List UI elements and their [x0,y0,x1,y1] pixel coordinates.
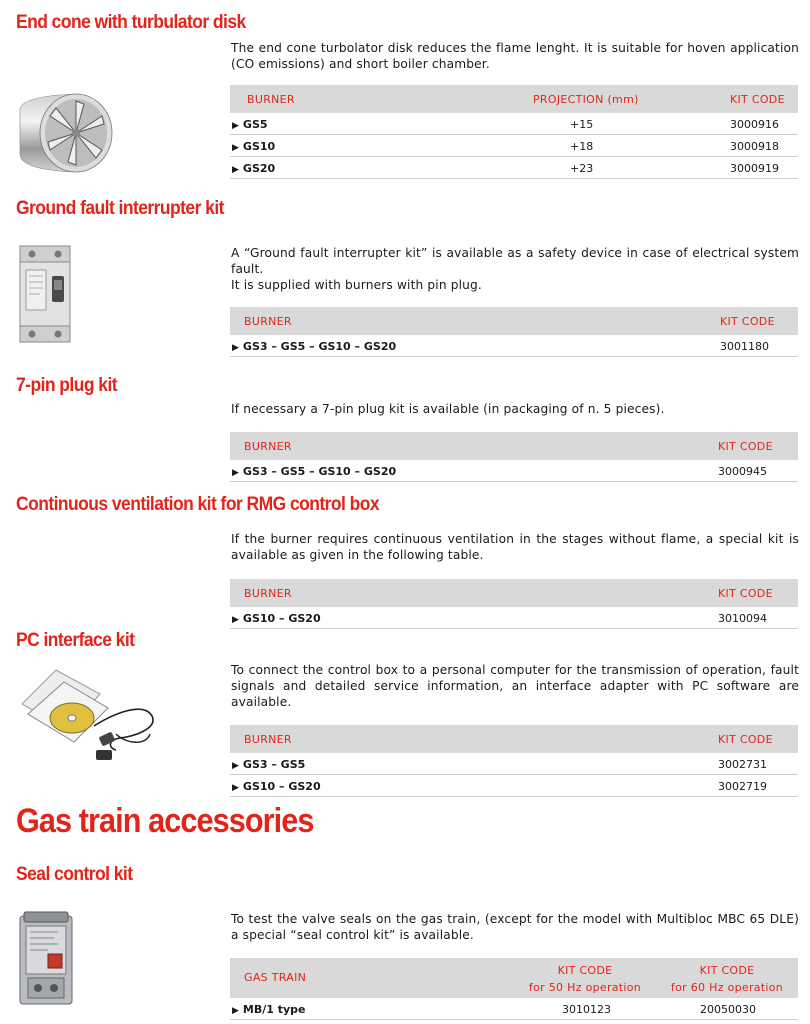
col-projection-header: PROJECTION (mm) [533,93,639,106]
section-title-plug: 7-pin plug kit [16,375,118,396]
kit-code-cell: 3000919 [730,162,779,175]
table-header [230,958,798,998]
bullet-icon: ▶ [232,343,239,353]
burner-cell: ▶ GS20 [232,162,276,175]
table-row [230,157,798,179]
table-header [230,85,798,113]
col-kit-code-header: KIT CODE [720,315,775,328]
bullet-icon: ▶ [232,121,239,131]
kit-code-cell: 3010094 [718,612,767,625]
col-kit-code-header: KIT CODE [718,733,773,746]
gas-train-cell: ▶ MB/1 type [232,1003,306,1016]
table-row [230,753,798,775]
section-title-ventilation: Continuous ventilation kit for RMG control box [16,494,380,515]
turbulator-cone-image [16,88,116,176]
col-burner-header: BURNER [244,587,292,600]
seal-control-table [230,958,798,1020]
bullet-icon: ▶ [232,165,239,175]
section-title-gas-train: Gas train accessories [16,802,314,840]
section-title-pc-interface: PC interface kit [16,630,135,651]
kit-code-cell: 3000945 [718,465,767,478]
kit-code-cell: 3001180 [720,340,769,353]
seal-control-image [18,910,74,1006]
col-kit-code-50hz-header: KIT CODE for 50 Hz operation [528,964,642,994]
kit-code-cell: 3000916 [730,118,779,131]
col-kit-code-header: KIT CODE [718,587,773,600]
col-gas-train-header: GAS TRAIN [244,971,307,984]
bullet-icon: ▶ [232,615,239,625]
col-burner-header: BURNER [244,733,292,746]
col-burner-header: BURNER [244,315,292,328]
table-row [230,135,798,157]
kit-code-cell: 3002719 [718,780,767,793]
burner-cell: ▶ GS3 – GS5 [232,758,306,771]
table-row [230,607,798,629]
kit-code-cell: 3000918 [730,140,779,153]
col-burner-header: BURNER [247,93,295,106]
table-header [230,725,798,753]
ventilation-description: If the burner requires continuous ventilation in the stages without flame, a special kit is available as given in the following table. [231,532,799,562]
ground-fault-description: A “Ground fault interrupter kit” is available as a safety device in case of electrical system fault. It is supplied with burners with pin plug. [231,246,799,292]
col-burner-header: BURNER [244,440,292,453]
projection-cell: +18 [570,140,594,153]
burner-cell: ▶ GS10 [232,140,276,153]
plug-table [230,432,798,482]
table-row [230,335,798,357]
bullet-icon: ▶ [232,468,239,478]
bullet-icon: ▶ [232,761,239,771]
table-row [230,113,798,135]
burner-cell: ▶ GS10 – GS20 [232,780,321,793]
col-kit-code-60hz-header: KIT CODE for 60 Hz operation [670,964,784,994]
pc-interface-table [230,725,798,797]
ground-fault-table [230,307,798,357]
table-row [230,460,798,482]
burner-cell: ▶ GS3 – GS5 – GS10 – GS20 [232,465,397,478]
bullet-icon: ▶ [232,143,239,153]
table-row [230,998,798,1020]
burner-cell: ▶ GS5 [232,118,268,131]
ventilation-table [230,579,798,629]
projection-cell: +15 [570,118,594,131]
section-title-end-cone: End cone with turbulator disk [16,12,246,33]
burner-cell: ▶ GS10 – GS20 [232,612,321,625]
plug-description: If necessary a 7-pin plug kit is available (in packaging of n. 5 pieces). [231,402,665,416]
section-title-seal-control: Seal control kit [16,864,133,885]
table-row [230,775,798,797]
end-cone-table [230,85,798,179]
pc-interface-description: To connect the control box to a personal computer for the transmission of operation, fault signals and detailed service information, an interface adapter with PC software are available. [231,663,799,709]
pc-interface-image [16,664,161,764]
bullet-icon: ▶ [232,1006,239,1016]
col-kit-code-header: KIT CODE [730,93,785,106]
kit-code-50hz-cell: 3010123 [562,1003,611,1016]
end-cone-description: The end cone turbolator disk reduces the flame lenght. It is suitable for hoven application (CO emissions) and short boiler chamber. [231,41,799,71]
projection-cell: +23 [570,162,594,175]
table-header [230,432,798,460]
bullet-icon: ▶ [232,783,239,793]
seal-control-description: To test the valve seals on the gas train, (except for the model with Multibloc MBC 65 DLE) a special “seal control kit” is available. [231,912,799,942]
burner-cell: ▶ GS3 – GS5 – GS10 – GS20 [232,340,397,353]
kit-code-cell: 3002731 [718,758,767,771]
table-header [230,307,798,335]
section-title-ground-fault: Ground fault interrupter kit [16,198,224,219]
breaker-image [18,244,72,344]
table-header [230,579,798,607]
kit-code-60hz-cell: 20050030 [700,1003,756,1016]
col-kit-code-header: KIT CODE [718,440,773,453]
